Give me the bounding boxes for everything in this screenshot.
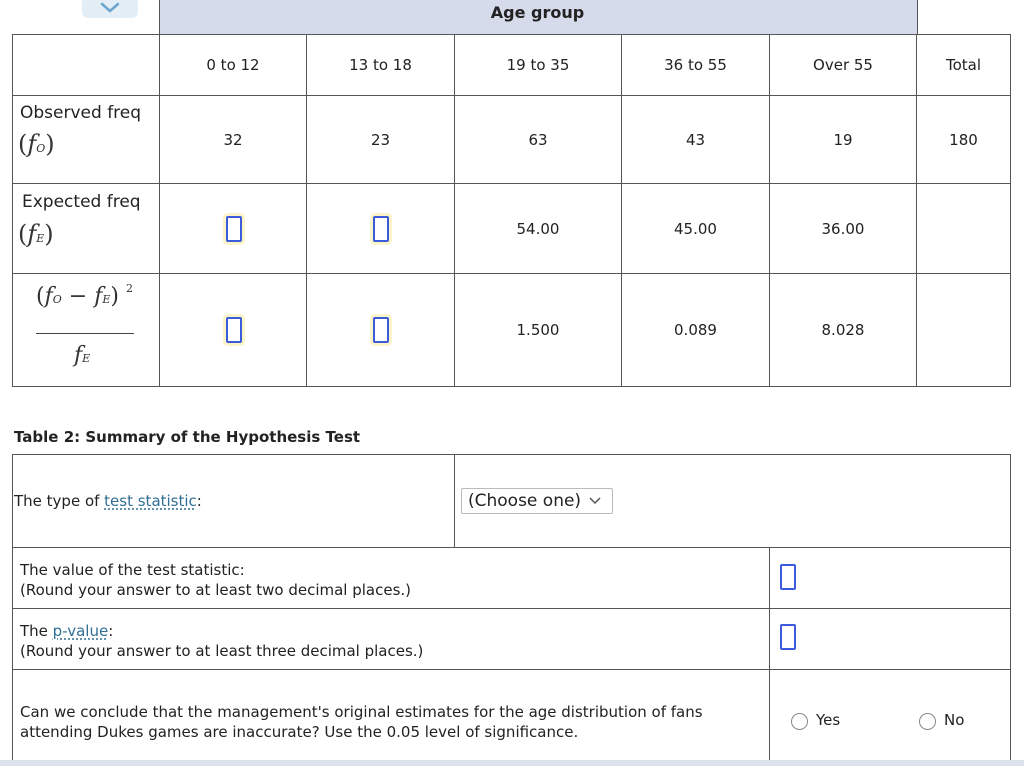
- bottom-scroll-strip: [0, 760, 1024, 766]
- observed-0-12: 32: [223, 130, 243, 149]
- chi-36-55: 0.089: [674, 321, 717, 339]
- fo-symbol: (fO): [18, 130, 55, 158]
- col-header-19-35: 19 to 35: [506, 56, 570, 74]
- age-group-title: Age group: [490, 2, 585, 22]
- expected-freq-label: Expected freq: [22, 192, 141, 212]
- p-value-label: The p-value: (Round your answer to at least three decimal places.): [20, 622, 424, 660]
- table2-title: Table 2: Summary of the Hypothesis Test: [14, 428, 361, 446]
- select-value: (Choose one): [468, 491, 582, 511]
- chi-19-35: 1.500: [516, 321, 560, 339]
- test-statistic-type-label: The type of test statistic:: [14, 492, 202, 510]
- chevron-down-icon: [589, 497, 601, 505]
- fe-symbol: (fE): [18, 220, 54, 248]
- chi-over-55: 8.028: [821, 321, 865, 339]
- col-header-13-18: 13 to 18: [349, 56, 412, 74]
- col-header-36-55: 36 to 55: [664, 56, 727, 74]
- col-header-0-12: 0 to 12: [206, 56, 260, 74]
- expected-19-35: 54.00: [516, 219, 560, 238]
- observed-total: 180: [949, 130, 978, 149]
- test-statistic-value-label: The value of the test statistic: (Round your answer to at least two decimal places.): [20, 561, 412, 599]
- expected-over-55: 36.00: [821, 219, 865, 238]
- test-statistic-value-input[interactable]: [780, 564, 796, 590]
- observed-over-55: 19: [833, 130, 853, 149]
- chevron-down-icon: [99, 1, 121, 15]
- chi-0-12-input[interactable]: [226, 317, 242, 343]
- no-radio[interactable]: [919, 713, 936, 730]
- yes-label: Yes: [816, 711, 841, 729]
- collapse-button[interactable]: [82, 0, 138, 18]
- col-header-over-55: Over 55: [813, 56, 873, 74]
- p-value-input[interactable]: [780, 624, 796, 650]
- conclusion-question: Can we conclude that the management's original estimates for the age distribution of fans attending Dukes games are inaccurate? Use the 0.05 level of significance.: [20, 703, 703, 741]
- col-header-total: Total: [945, 56, 982, 74]
- p-value-link[interactable]: p-value: [52, 622, 109, 640]
- expected-13-18-input[interactable]: [373, 216, 389, 242]
- no-label: No: [944, 711, 965, 729]
- chi-square-formula: (fO − fE) 2 fE: [36, 282, 133, 368]
- expected-0-12-input[interactable]: [226, 216, 242, 242]
- test-statistic-select[interactable]: [461, 488, 613, 514]
- test-statistic-link[interactable]: test statistic: [104, 492, 197, 510]
- observed-36-55: 43: [685, 130, 706, 149]
- yes-radio[interactable]: [791, 713, 808, 730]
- observed-freq-label: Observed freq: [20, 103, 142, 123]
- observed-13-18: 23: [370, 130, 391, 149]
- observed-19-35: 63: [528, 130, 548, 149]
- chi-13-18-input[interactable]: [373, 317, 389, 343]
- expected-36-55: 45.00: [674, 219, 717, 238]
